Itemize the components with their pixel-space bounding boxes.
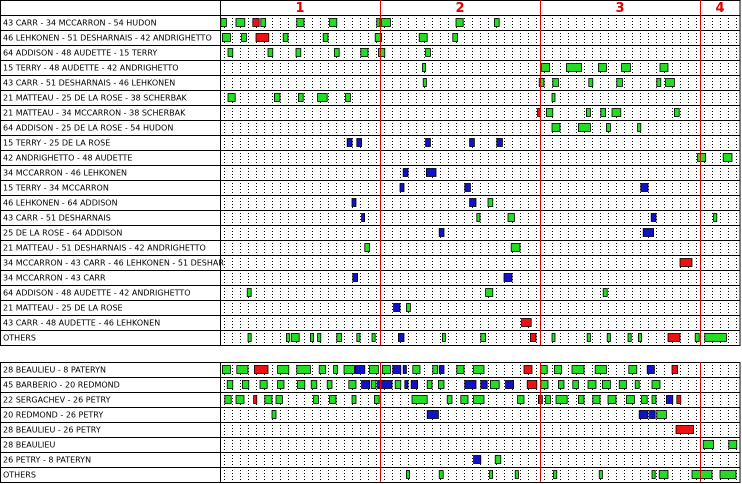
shift-bar-even — [657, 411, 667, 419]
shift-bar-even — [225, 396, 231, 404]
period-label: 2 — [455, 1, 465, 16]
shift-bar-pp — [403, 169, 408, 177]
shift-bar-even — [272, 411, 276, 419]
shift-bar-even — [297, 19, 304, 27]
shift-bar-pp — [470, 139, 475, 147]
shift-bar-even — [546, 109, 552, 117]
shift-bar-even — [508, 214, 514, 222]
shift-bar-even — [552, 94, 555, 102]
line-label: 28 BEAULIEU - 8 PATERYN — [3, 365, 106, 375]
shift-bar-even — [652, 471, 655, 479]
shift-bar-pp — [403, 366, 406, 374]
shift-bar-even — [586, 109, 590, 117]
shift-bar-pk — [676, 426, 694, 434]
shift-bar-even — [439, 471, 443, 479]
shift-bar-pk — [254, 366, 268, 374]
shift-bar-even — [237, 366, 248, 374]
shift-bar-even — [539, 79, 544, 87]
line-label: 64 ADDISON - 48 AUDETTE - 15 TERRY — [3, 48, 158, 58]
line-label: 20 REDMOND - 26 PETRY — [3, 410, 104, 420]
shift-bar-even — [601, 109, 606, 117]
shift-bar-pp — [651, 214, 656, 222]
shift-bar-even — [318, 94, 328, 102]
shift-bar-even — [587, 334, 590, 342]
shift-bar-even — [657, 79, 661, 87]
shift-bar-pp — [426, 169, 436, 177]
shift-bar-pp — [347, 139, 352, 147]
shift-bar-pp — [362, 214, 365, 222]
shift-bar-even — [221, 19, 227, 27]
shift-bar-even — [617, 79, 623, 87]
shift-bar-even — [518, 396, 524, 404]
shift-bar-pk — [522, 319, 532, 327]
shift-bar-even — [371, 381, 376, 389]
shift-bar-pk — [530, 334, 536, 342]
shift-bar-even — [552, 334, 555, 342]
line-label: 28 BEAULIEU - 26 PETRY — [3, 425, 101, 435]
shift-bar-even — [660, 64, 668, 72]
shift-bar-even — [291, 334, 299, 342]
shift-bar-pk — [680, 259, 692, 267]
shift-bar-even — [474, 366, 484, 374]
shift-bar-even — [419, 34, 427, 42]
shift-bar-even — [261, 19, 266, 27]
shift-bar-even — [314, 396, 319, 404]
line-label: 34 MCCARRON - 46 LEHKONEN — [3, 168, 128, 178]
line-label: OTHERS — [3, 333, 36, 343]
shift-bar-even — [427, 381, 432, 389]
shift-bar-even — [495, 456, 501, 464]
shift-bar-even — [638, 124, 641, 132]
shift-bar-pp — [474, 456, 481, 464]
shift-bar-even — [433, 366, 438, 374]
shift-bar-even — [278, 366, 289, 374]
shift-bar-even — [481, 334, 486, 342]
shift-bar-even — [515, 471, 518, 479]
shift-bar-even — [297, 366, 311, 374]
shift-bar-even — [598, 64, 606, 72]
shift-bar-even — [635, 381, 639, 389]
shift-bar-even — [723, 154, 732, 162]
line-label: 43 CARR - 34 MCCARRON - 54 HUDON — [3, 18, 157, 28]
shift-bar-even — [606, 124, 610, 132]
period-label: 1 — [295, 1, 305, 16]
shift-bar-pp — [504, 274, 512, 282]
shift-bar-even — [382, 366, 390, 374]
shift-bar-even — [442, 334, 445, 342]
line-label: 43 CARR - 48 AUDETTE - 46 LEHKONEN — [3, 318, 161, 328]
shift-bar-pp — [426, 139, 431, 147]
shift-bar-even — [274, 94, 280, 102]
shift-bar-even — [698, 154, 706, 162]
shift-bar-even — [486, 289, 493, 297]
line-label: 15 TERRY - 34 MCCARRON — [3, 183, 109, 193]
shift-bar-even — [406, 471, 409, 479]
shift-bar-even — [382, 19, 391, 27]
shift-bar-even — [628, 334, 631, 342]
shift-bar-pp — [465, 381, 476, 389]
shift-bar-even — [236, 19, 245, 27]
shift-bar-even — [260, 381, 267, 389]
shift-bar-pp — [647, 366, 654, 374]
shift-bar-even — [283, 34, 288, 42]
shift-bar-even — [572, 366, 584, 374]
shift-bar-even — [330, 396, 336, 404]
shift-bar-even — [705, 334, 727, 342]
shift-bar-even — [438, 381, 444, 389]
line-label: 15 TERRY - 25 DE LA ROSE — [3, 138, 111, 148]
shift-bar-pp — [666, 396, 672, 404]
shift-bar-even — [422, 64, 425, 72]
line-label: 25 DE LA ROSE - 64 ADDISON — [3, 228, 123, 238]
shift-bar-even — [265, 396, 272, 404]
shift-bar-even — [554, 471, 557, 479]
shift-bar-even — [556, 396, 567, 404]
shift-bar-even — [222, 366, 230, 374]
shift-bar-even — [286, 334, 289, 342]
shift-bar-pp — [427, 411, 438, 419]
shift-bar-even — [337, 334, 342, 342]
shift-bar-pp — [481, 381, 487, 389]
line-label: 42 ANDRIGHETTO - 48 AUDETTE — [3, 153, 133, 163]
line-label: 34 MCCARRON - 43 CARR - 46 LEHKONEN - 51 DESHAR — [3, 258, 224, 268]
shift-bar-even — [236, 396, 244, 404]
shift-bar-even — [566, 64, 581, 72]
shift-bar-even — [227, 381, 233, 389]
shift-bar-even — [595, 366, 606, 374]
line-label: 26 PETRY - 8 PATERYN — [3, 455, 92, 465]
shift-bar-even — [674, 109, 679, 117]
shift-bar-even — [542, 64, 550, 72]
shift-bar-even — [573, 381, 579, 389]
shift-bar-pp — [362, 381, 370, 389]
shift-bar-pk — [672, 366, 678, 374]
shift-bar-even — [593, 396, 600, 404]
shift-bar-even — [318, 334, 321, 342]
shift-bar-pp — [405, 381, 408, 389]
shift-bar-even — [323, 34, 328, 42]
shift-bar-pp — [439, 229, 444, 237]
shift-bar-even — [456, 19, 463, 27]
shift-bar-even — [554, 366, 561, 374]
shift-bar-even — [357, 334, 360, 342]
shift-bar-even — [629, 366, 637, 374]
shift-bar-pp — [394, 304, 400, 312]
shift-bar-even — [378, 49, 384, 57]
shift-bar-pk — [524, 366, 532, 374]
shift-bar-even — [729, 441, 737, 449]
shift-bar-even — [720, 471, 736, 479]
shift-bar-even — [330, 19, 337, 27]
shift-bar-pp — [352, 199, 356, 207]
shift-bar-pp — [355, 366, 365, 374]
line-label: 15 TERRY - 48 AUDETTE - 42 ANDRIGHETTO — [3, 63, 179, 73]
shift-bar-pk — [677, 396, 681, 404]
shift-bar-even — [488, 199, 493, 207]
shift-bar-even — [461, 396, 468, 404]
shift-bar-even — [242, 34, 247, 42]
line-label: 21 MATTEAU - 51 DESHARNAIS - 42 ANDRIGHETTO — [3, 243, 206, 253]
shift-bar-even — [406, 304, 410, 312]
shift-bar-even — [413, 366, 420, 374]
shift-bar-pk — [668, 334, 680, 342]
shift-bar-even — [541, 381, 548, 389]
shift-bar-even — [361, 49, 368, 57]
shift-bar-even — [714, 214, 717, 222]
line-label: 64 ADDISON - 25 DE LA ROSE - 54 HUDON — [3, 123, 174, 133]
shift-bar-pp — [643, 229, 653, 237]
shift-bar-pp — [439, 366, 444, 374]
shift-bar-pp — [506, 381, 514, 389]
period-label: 3 — [615, 1, 625, 16]
shift-bar-even — [370, 366, 379, 374]
shift-bar-even — [298, 381, 305, 389]
shift-bar-pp — [470, 199, 476, 207]
period-label: 4 — [715, 1, 725, 16]
shift-bar-even — [334, 366, 338, 374]
line-label: 21 MATTEAU - 25 DE LA ROSE — [3, 303, 123, 313]
shift-bar-even — [242, 381, 248, 389]
shift-bar-even — [490, 381, 499, 389]
shift-bar-even — [248, 334, 251, 342]
shift-bar-even — [426, 49, 431, 57]
shift-bar-even — [349, 381, 356, 389]
shift-bar-even — [365, 244, 370, 252]
shift-bar-pp — [393, 366, 401, 374]
shift-bar-even — [541, 366, 547, 374]
shift-bar-pp — [378, 381, 392, 389]
line-label: 45 BARBERIO - 20 REDMOND — [3, 380, 120, 390]
line-label: 46 LEHKONEN - 64 ADDISON — [3, 198, 118, 208]
line-label: 34 MCCARRON - 43 CARR — [3, 273, 106, 283]
shift-bar-even — [457, 366, 464, 374]
shift-bar-even — [447, 396, 452, 404]
shift-bar-even — [626, 396, 634, 404]
shift-bar-even — [602, 381, 610, 389]
shift-bar-pp — [465, 184, 471, 192]
shift-bar-even — [352, 396, 356, 404]
line-label: 46 LEHKONEN - 51 DESHARNAIS - 42 ANDRIGHETTO — [3, 33, 212, 43]
shift-bar-even — [638, 334, 641, 342]
shift-bar-even — [268, 49, 273, 57]
shift-bar-even — [228, 94, 235, 102]
line-label: 43 CARR - 51 DESHARNAIS - 46 LEHKONEN — [3, 78, 176, 88]
shift-bar-even — [599, 471, 602, 479]
shift-bar-even — [612, 109, 621, 117]
shift-bar-even — [228, 49, 233, 57]
line-label: 64 ADDISON - 48 AUDETTE - 42 ANDRIGHETTO — [3, 288, 191, 298]
shift-bar-even — [666, 79, 675, 87]
shift-bar-even — [490, 471, 493, 479]
shift-bar-even — [327, 381, 332, 389]
shift-bar-pp — [641, 184, 648, 192]
shift-bar-pp — [497, 139, 503, 147]
shift-bar-even — [310, 334, 313, 342]
shift-bar-pp — [353, 274, 358, 282]
shift-bar-even — [546, 396, 551, 404]
shift-bar-even — [276, 396, 282, 404]
shift-bar-even — [552, 124, 560, 132]
shift-bar-even — [494, 19, 499, 27]
shift-bar-even — [695, 334, 699, 342]
shift-bar-even — [247, 289, 251, 297]
shift-bar-even — [553, 79, 559, 87]
line-label: 28 BEAULIEU — [3, 440, 56, 450]
shift-bar-pk — [254, 396, 257, 404]
shift-bar-pp — [398, 334, 404, 342]
shift-bar-pp — [639, 411, 648, 419]
line-label: 21 MATTEAU - 25 DE LA ROSE - 38 SCHERBAK — [3, 93, 187, 103]
line-label: 22 SERGACHEV - 26 PETRY — [3, 395, 111, 405]
shift-bar-even — [619, 381, 626, 389]
shift-bar-even — [222, 34, 230, 42]
shift-bar-pp — [357, 139, 362, 147]
shift-bar-even — [578, 124, 590, 132]
shift-bar-even — [298, 94, 303, 102]
shift-bar-even — [372, 334, 375, 342]
shift-bar-pp — [650, 411, 656, 419]
shift-bar-pk — [256, 34, 269, 42]
shift-bar-pk — [253, 19, 259, 27]
shift-bar-even — [374, 396, 379, 404]
shift-bar-even — [395, 381, 401, 389]
shift-bar-even — [412, 396, 427, 404]
shift-bar-even — [344, 366, 354, 374]
shift-bar-even — [589, 79, 593, 87]
shift-bar-even — [652, 396, 656, 404]
line-label: 43 CARR - 51 DESHARNAIS — [3, 213, 111, 223]
shift-bar-even — [607, 334, 610, 342]
shift-bar-even — [311, 381, 317, 389]
shift-bar-even — [622, 64, 631, 72]
shift-bar-even — [558, 381, 564, 389]
shift-bar-even — [511, 244, 520, 252]
shift-bar-even — [578, 396, 584, 404]
shift-bar-even — [588, 381, 596, 389]
shift-bar-even — [659, 471, 668, 479]
shift-bar-even — [423, 79, 426, 87]
shift-bar-even — [453, 34, 458, 42]
shift-bar-even — [334, 49, 339, 57]
shift-bar-pk — [527, 381, 537, 389]
shift-bar-even — [652, 381, 660, 389]
shift-bar-pp — [411, 381, 417, 389]
shift-bar-even — [642, 396, 648, 404]
shift-bar-even — [703, 441, 713, 449]
shift-bar-pp — [400, 184, 404, 192]
line-label: OTHERS — [3, 470, 36, 480]
shift-bar-even — [377, 19, 380, 27]
shift-bar-even — [319, 366, 325, 374]
shift-bar-even — [603, 289, 607, 297]
line-label: 21 MATTEAU - 34 MCCARRON - 38 SCHERBAK — [3, 108, 186, 118]
shift-bar-even — [296, 49, 301, 57]
shift-bar-even — [474, 396, 484, 404]
shift-bar-even — [477, 214, 480, 222]
shift-bar-even — [608, 396, 616, 404]
shift-bar-even — [346, 94, 351, 102]
shift-bar-even — [692, 471, 712, 479]
shift-bar-even — [278, 381, 284, 389]
